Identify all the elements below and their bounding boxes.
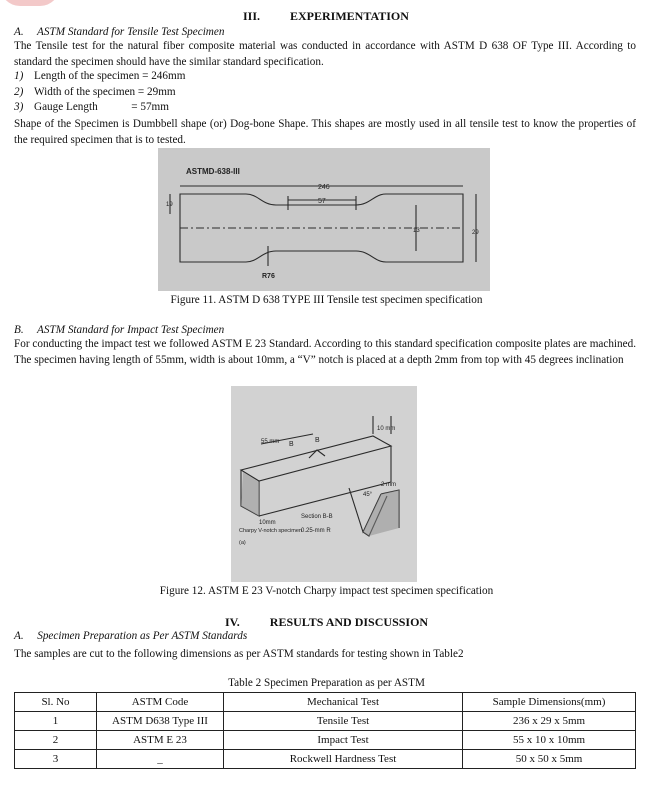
dim-gauge-label: 57	[318, 198, 326, 205]
list-item	[14, 86, 176, 98]
paragraph-impact-test: For conducting the impact test we followed ASTM E 23 Standard. According to this standard specification composite plates are machined. The specimen having length of 55mm, width is about 10mm, a “V” notch is placed at a depth 2mm from top with 45 degrees inclination	[14, 338, 636, 366]
table-header-cell: Sl. No	[15, 693, 97, 712]
table-cell: Impact Test	[224, 731, 463, 750]
figure-tensile-specimen	[158, 148, 490, 291]
section-heading-experimentation	[243, 9, 409, 24]
table-caption: Table 2 Specimen Preparation as per ASTM	[228, 677, 425, 689]
figure-caption: Figure 11. ASTM D 638 TYPE III Tensile test specimen specification	[170, 294, 483, 306]
section-number: III.	[243, 9, 261, 23]
table-cell: Tensile Test	[224, 712, 463, 731]
list-text: Width of the specimen = 29mm	[34, 86, 176, 98]
subfigure-label: (a)	[239, 540, 246, 546]
section-number: IV.	[225, 615, 240, 629]
subsection-letter: A.	[14, 630, 24, 642]
specimen-preparation-table	[14, 692, 636, 769]
subsection-heading-tensile	[14, 26, 224, 38]
charpy-label: Charpy V-notch specimen	[239, 528, 302, 534]
dim-length-label: 246	[318, 184, 330, 191]
figure-caption: Figure 12. ASTM E 23 V-notch Charpy impact test specimen specification	[159, 585, 494, 597]
list-number: 3)	[14, 101, 24, 113]
table-header-cell: ASTM Code	[97, 693, 224, 712]
list-item	[14, 101, 169, 113]
table-cell: 50 x 50 x 5mm	[463, 750, 636, 769]
list-text: Gauge Length = 57mm	[34, 101, 169, 113]
table-cell: 3	[15, 750, 97, 769]
tensile-specimen-drawing	[158, 148, 490, 291]
notch-radius-label: 0.25-mm R	[301, 528, 331, 534]
table-cell: Rockwell Hardness Test	[224, 750, 463, 769]
table-cell: _	[97, 750, 224, 769]
figure-label: ASTMD-638-III	[186, 167, 240, 176]
subsection-letter: A.	[14, 26, 24, 38]
table-header-cell: Mechanical Test	[224, 693, 463, 712]
dim-10mm-label: 10mm	[259, 520, 276, 526]
dim-width-label: 29	[472, 230, 479, 236]
charpy-specimen-drawing	[231, 386, 417, 582]
paragraph-specimen-shape: Shape of the Specimen is Dumbbell shape (or) Dog-bone Shape. This shapes are mostly used in all tensile test to know the properties of the required specimen that is to tested.	[14, 118, 636, 146]
subsection-letter: B.	[14, 324, 24, 336]
figure-impact-specimen	[231, 386, 417, 582]
section-b-marker: B	[289, 441, 294, 448]
dim-thick-label: 19	[166, 202, 173, 208]
table-cell: ASTM D638 Type III	[97, 712, 224, 731]
list-number: 2)	[14, 86, 24, 98]
table-cell: 2	[15, 731, 97, 750]
section-b-marker: B	[315, 437, 320, 444]
list-item	[14, 70, 185, 82]
table-cell: 1	[15, 712, 97, 731]
table-header-row	[15, 693, 636, 712]
list-number: 1)	[14, 70, 24, 82]
paragraph-samples: The samples are cut to the following dimensions as per ASTM standards for testing shown in Table2	[14, 648, 464, 660]
notch-depth-label: 2 mm	[381, 482, 396, 488]
subsection-heading-preparation	[14, 630, 247, 642]
table-header-cell: Sample Dimensions(mm)	[463, 693, 636, 712]
table-cell: 236 x 29 x 5mm	[463, 712, 636, 731]
section-title: RESULTS AND DISCUSSION	[269, 615, 429, 629]
header-logo-fragment	[0, 0, 60, 6]
section-heading-results	[225, 615, 428, 630]
paragraph-tensile-test: The Tensile test for the natural fiber composite material was conducted in accordance with ASTM D 638 OF Type III. According to standard the specimen should have the similar standard specification.	[14, 40, 636, 68]
dim-narrow-label: 13	[413, 228, 420, 234]
dim-10mm-top-label: 10 mm	[377, 426, 396, 432]
angle-45-label: 45°	[363, 492, 373, 498]
dim-55mm-label: 55 mm	[261, 439, 280, 445]
table-cell: ASTM E 23	[97, 731, 224, 750]
table-row	[15, 750, 636, 769]
section-bb-label: Section B-B	[301, 514, 333, 520]
table-cell: 55 x 10 x 10mm	[463, 731, 636, 750]
list-text: Length of the specimen = 246mm	[34, 70, 186, 82]
subsection-title: ASTM Standard for Impact Test Specimen	[37, 324, 225, 336]
table-row	[15, 712, 636, 731]
section-title: EXPERIMENTATION	[290, 9, 409, 23]
subsection-title: Specimen Preparation as Per ASTM Standards	[37, 630, 248, 642]
dim-radius-label: R76	[262, 273, 275, 280]
table-row	[15, 731, 636, 750]
subsection-title: ASTM Standard for Tensile Test Specimen	[37, 26, 225, 38]
subsection-heading-impact	[14, 324, 224, 336]
